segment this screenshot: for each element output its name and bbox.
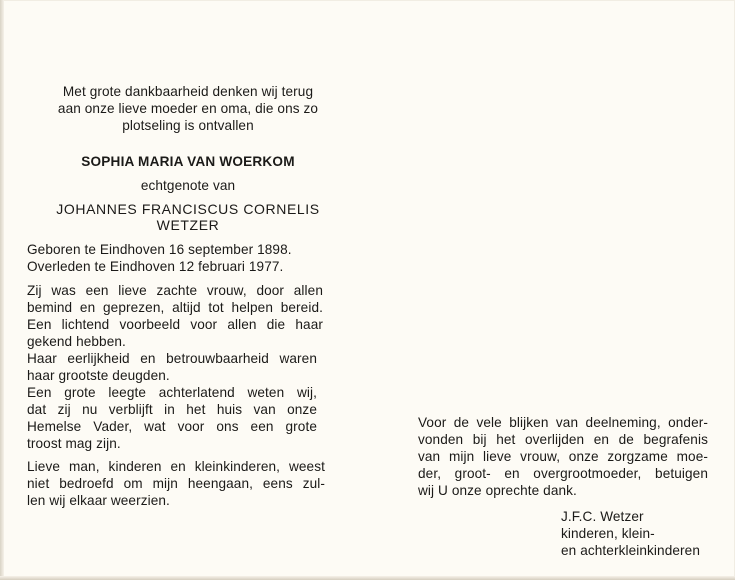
text-line: troost mag zijn. bbox=[27, 436, 121, 451]
thanks-line: Voor de vele blijken van deelneming, onder- bbox=[418, 415, 708, 430]
card-left-edge bbox=[0, 0, 4, 580]
text-line: Een grote leegte achterlatend weten wij, bbox=[27, 385, 317, 400]
thanks-line: der, groot- en overgrootmoeder, betuigen bbox=[418, 466, 708, 481]
signature-line: en achterkleinkinderen bbox=[561, 543, 700, 558]
text-line: dat zij nu verblijft in het huis van onze bbox=[27, 402, 317, 417]
deceased-name: SOPHIA MARIA VAN WOERKOM bbox=[81, 154, 295, 169]
thanks-line: van mijn lieve vrouw, onze zorgzame moe- bbox=[418, 449, 708, 464]
birth-line: Geboren te Eindhoven 16 september 1898. bbox=[27, 242, 292, 257]
death-line: Overleden te Eindhoven 12 februari 1977. bbox=[27, 259, 284, 274]
text-line: Lieve man, kinderen en kleinkinderen, weest bbox=[27, 459, 325, 474]
signature-line: kinderen, klein- bbox=[561, 526, 655, 541]
thanks-line: wij U onze oprechte dank. bbox=[418, 483, 577, 498]
text-line: bemind en geprezen, altijd tot helpen bereid. bbox=[27, 300, 323, 315]
text-line: gekend hebben. bbox=[27, 334, 126, 349]
intro-line: aan onze lieve moeder en oma, die ons zo bbox=[57, 101, 319, 116]
text-line: Hemelse Vader, wat voor ons een grote bbox=[27, 419, 317, 434]
text-line: len wij elkaar weerzien. bbox=[27, 493, 170, 508]
text-line: Zij was een lieve zachte vrouw, door allen bbox=[27, 283, 323, 298]
text-line: haar grootste deugden. bbox=[27, 368, 170, 383]
text-line: Haar eerlijkheid en betrouwbaarheid waren bbox=[27, 351, 317, 366]
spouse-name-line: WETZER bbox=[156, 217, 220, 233]
card-bottom-edge bbox=[0, 576, 735, 580]
spouse-name-line: JOHANNES FRANCISCUS CORNELIS bbox=[56, 201, 320, 217]
text-line: Een lichtend voorbeeld voor allen die haar bbox=[27, 317, 323, 332]
intro-line: plotseling is ontvallen bbox=[122, 118, 254, 133]
intro-line: Met grote dankbaarheid denken wij terug bbox=[62, 84, 314, 99]
thanks-line: vonden bij het overlijden en de begrafenis bbox=[418, 432, 708, 447]
spouse-label: echtgenote van bbox=[140, 178, 236, 193]
text-line: niet bedroefd om mijn heengaan, eens zul- bbox=[27, 476, 325, 491]
signature-line: J.F.C. Wetzer bbox=[561, 509, 644, 524]
